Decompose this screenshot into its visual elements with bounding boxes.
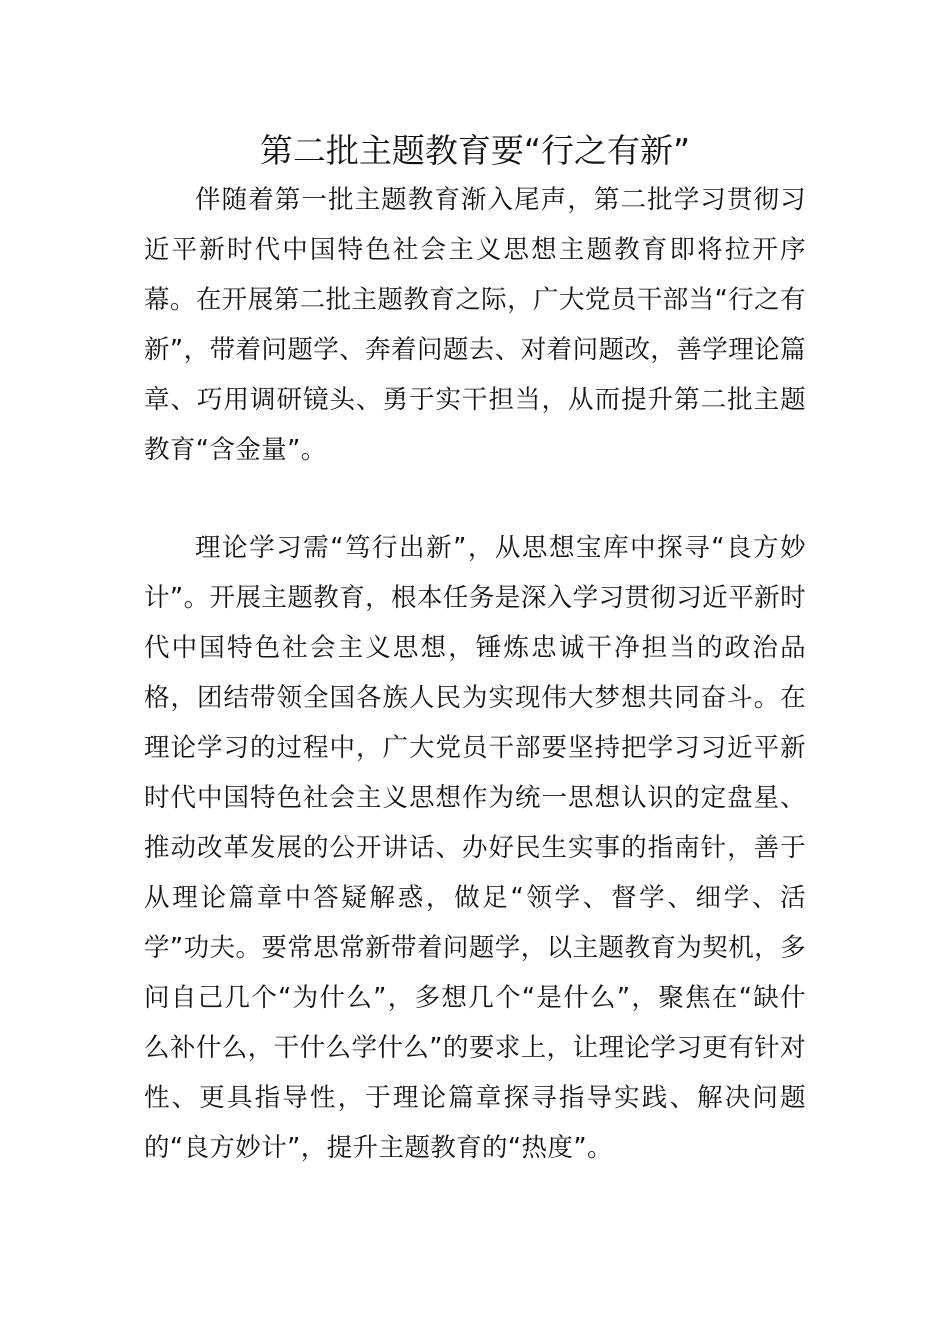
paragraph-theory-study: 理论学习需“笃行出新”，从思想宝库中探寻“良方妙计”。开展主题教育，根本任务是深入学习贯彻习近平新时代中国特色社会主义思想，锤炼忠诚干净担当的政治品格，团结带领全国各族人民为实现伟大梦想共同奋斗。在理论学习的过程中，广大党员干部要坚持把学习习近平新时代中国特色社会主义思想作为统一思想认识的定盘星、推动改革发展的公开讲话、办好民生实事的指南针，善于从理论篇章中答疑解惑，做足“领学、督学、细学、活学”功夫。要常思常新带着问题学，以主题教育为契机，多问自己几个“为什么”，多想几个“是什么”，聚焦在“缺什么补什么，干什么学什么”的要求上，让理论学习更有针对性、更具指导性，于理论篇章探寻指导实践、解决问题的“良方妙计”，提升主题教育的“热度”。 (144, 533, 806, 1163)
document-title: 第二批主题教育要“行之有新” (259, 131, 691, 170)
paragraph-intro: 伴随着第一批主题教育渐入尾声，第二批学习贯彻习近平新时代中国特色社会主义思想主题教育即将拉开序幕。在开展第二批主题教育之际，广大党员干部当“行之有新”，带着问题学、奔着问题去、对着问题改，善学理论篇章、巧用调研镜头、勇于实干担当，从而提升第二批主题教育“含金量”。 (144, 185, 806, 465)
